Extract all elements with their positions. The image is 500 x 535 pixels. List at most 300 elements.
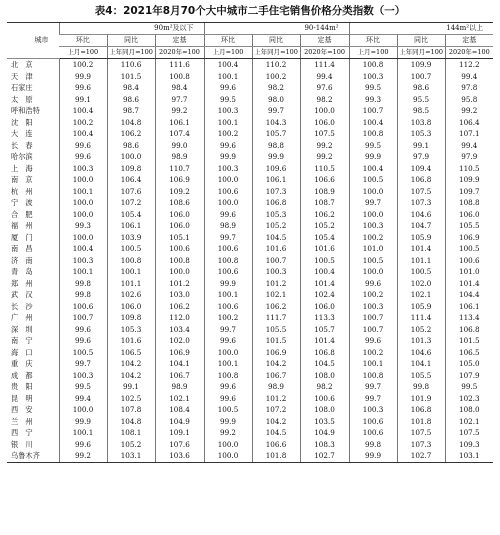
index-value-cell: 101.6 [300, 243, 349, 255]
table-row [7, 312, 493, 324]
index-value-cell: 99.4 [445, 140, 493, 152]
index-value-cell: 107.1 [445, 128, 493, 140]
index-value-cell: 100.3 [204, 105, 252, 117]
index-value-cell: 97.6 [300, 82, 349, 94]
index-value-cell: 100.0 [349, 186, 397, 198]
index-value-cell: 99.9 [59, 416, 107, 428]
index-value-cell: 99.6 [204, 209, 252, 221]
index-value-cell: 99.2 [59, 450, 107, 462]
metric-header-yoy: 同比 [252, 35, 300, 47]
metric-header-base: 定基 [445, 35, 493, 47]
table-row [7, 255, 493, 267]
index-value-cell: 99.1 [397, 140, 445, 152]
table-row [7, 232, 493, 244]
index-value-cell: 103.0 [155, 289, 204, 301]
index-value-cell: 108.7 [300, 197, 349, 209]
table-row [7, 439, 493, 451]
index-value-cell: 106.0 [445, 209, 493, 221]
city-name-cell: 南 宁 [11, 336, 33, 345]
index-value-cell: 100.6 [204, 266, 252, 278]
index-value-cell: 100.7 [252, 255, 300, 267]
index-value-cell: 106.6 [252, 439, 300, 451]
city-name-cell: 乌鲁木齐 [7, 450, 59, 462]
index-value-cell: 100.2 [349, 289, 397, 301]
index-value-cell: 102.0 [397, 278, 445, 290]
index-value-cell: 100.3 [349, 220, 397, 232]
index-value-cell: 95.8 [445, 94, 493, 106]
index-value-cell: 100.2 [59, 117, 107, 129]
index-value-cell: 106.8 [397, 404, 445, 416]
index-value-cell: 99.7 [204, 324, 252, 336]
index-value-cell: 100.1 [204, 71, 252, 83]
index-value-cell: 100.4 [349, 117, 397, 129]
index-value-cell: 100.7 [349, 324, 397, 336]
index-value-cell: 100.8 [349, 370, 397, 382]
index-value-cell: 108.0 [445, 404, 493, 416]
index-value-cell: 98.9 [155, 151, 204, 163]
index-value-cell: 108.9 [300, 186, 349, 198]
index-value-cell: 109.4 [397, 163, 445, 175]
index-value-cell: 99.9 [204, 278, 252, 290]
table-row [7, 128, 493, 140]
index-value-cell: 100.2 [349, 232, 397, 244]
index-value-cell: 101.0 [445, 266, 493, 278]
table-row [7, 243, 493, 255]
index-value-cell: 104.5 [252, 427, 300, 439]
index-value-cell: 100.1 [204, 358, 252, 370]
table-row [7, 289, 493, 301]
index-value-cell: 102.1 [397, 289, 445, 301]
index-value-cell: 108.8 [445, 197, 493, 209]
metric-header-yoy: 同比 [397, 35, 445, 47]
index-value-cell: 104.2 [107, 358, 155, 370]
index-value-cell: 101.8 [252, 450, 300, 462]
index-value-cell: 101.4 [300, 278, 349, 290]
index-value-cell: 109.1 [155, 427, 204, 439]
index-value-cell: 99.8 [397, 381, 445, 393]
index-value-cell: 100.8 [204, 370, 252, 382]
index-value-cell: 104.6 [397, 347, 445, 359]
index-value-cell: 98.6 [397, 82, 445, 94]
index-value-cell: 100.1 [59, 427, 107, 439]
city-name-cell: 海 口 [11, 347, 33, 357]
index-value-cell: 107.6 [155, 439, 204, 451]
index-value-cell: 99.6 [204, 381, 252, 393]
table-row [7, 266, 493, 278]
index-value-cell: 99.9 [59, 71, 107, 83]
index-value-cell: 99.0 [155, 140, 204, 152]
index-value-cell: 105.9 [397, 232, 445, 244]
index-value-cell: 101.6 [107, 335, 155, 347]
index-value-cell: 100.3 [59, 370, 107, 382]
index-value-cell: 102.1 [445, 416, 493, 428]
index-value-cell: 100.3 [252, 266, 300, 278]
city-name-cell: 武 汉 [11, 290, 33, 299]
index-value-cell: 100.2 [349, 347, 397, 359]
index-value-cell: 97.7 [155, 94, 204, 106]
index-value-cell: 100.3 [204, 163, 252, 175]
city-name-cell: 杭 州 [11, 186, 33, 196]
index-value-cell: 102.5 [107, 393, 155, 405]
index-value-cell: 106.4 [107, 174, 155, 186]
index-value-cell: 100.4 [59, 128, 107, 140]
city-name-cell: 宁 波 [11, 198, 33, 207]
index-value-cell: 101.5 [252, 335, 300, 347]
index-value-cell: 107.9 [445, 370, 493, 382]
index-value-cell: 110.5 [445, 163, 493, 175]
index-value-cell: 98.9 [204, 220, 252, 232]
index-value-cell: 108.1 [107, 427, 155, 439]
index-value-cell: 110.7 [155, 163, 204, 175]
index-value-cell: 99.4 [300, 71, 349, 83]
index-value-cell: 106.0 [155, 220, 204, 232]
index-value-cell: 100.5 [349, 255, 397, 267]
index-value-cell: 101.3 [397, 335, 445, 347]
table-row [7, 59, 493, 71]
index-value-cell: 99.7 [349, 381, 397, 393]
index-value-cell: 95.5 [397, 94, 445, 106]
index-value-cell: 98.2 [300, 94, 349, 106]
index-value-cell: 111.4 [300, 59, 349, 71]
index-value-cell: 101.1 [397, 255, 445, 267]
table-row [7, 450, 493, 462]
city-name-cell: 昆 明 [11, 393, 33, 403]
table-row [7, 140, 493, 152]
index-value-cell: 100.5 [204, 404, 252, 416]
index-value-cell: 103.8 [397, 117, 445, 129]
index-value-cell: 103.9 [107, 232, 155, 244]
index-value-cell: 105.5 [397, 370, 445, 382]
index-value-cell: 99.3 [349, 94, 397, 106]
city-name-cell: 哈尔滨 [11, 152, 33, 161]
metric-header-base: 定基 [155, 35, 204, 47]
index-value-cell: 99.5 [349, 140, 397, 152]
index-value-cell: 100.8 [204, 255, 252, 267]
index-value-cell: 100.5 [445, 243, 493, 255]
index-value-cell: 99.6 [349, 335, 397, 347]
table-body [7, 59, 493, 463]
index-value-cell: 105.3 [252, 209, 300, 221]
index-value-cell: 99.2 [445, 105, 493, 117]
table-row [7, 324, 493, 336]
city-name-cell: 成 都 [11, 370, 33, 380]
index-value-cell: 100.3 [349, 301, 397, 313]
index-value-cell: 101.9 [397, 393, 445, 405]
index-value-cell: 100.0 [204, 450, 252, 462]
index-value-cell: 109.3 [445, 439, 493, 451]
index-value-cell: 104.8 [107, 117, 155, 129]
index-value-cell: 100.1 [59, 266, 107, 278]
index-value-cell: 105.5 [445, 220, 493, 232]
index-value-cell: 99.7 [59, 358, 107, 370]
index-value-cell: 98.5 [397, 105, 445, 117]
index-value-cell: 100.7 [59, 312, 107, 324]
index-value-cell: 99.6 [59, 335, 107, 347]
index-value-cell: 105.2 [252, 220, 300, 232]
index-value-cell: 99.7 [252, 105, 300, 117]
index-value-cell: 105.9 [397, 301, 445, 313]
index-value-cell: 104.6 [397, 209, 445, 221]
index-value-cell: 97.9 [445, 151, 493, 163]
index-value-cell: 97.9 [397, 151, 445, 163]
index-value-cell: 109.9 [445, 174, 493, 186]
index-value-cell: 99.4 [59, 393, 107, 405]
index-value-cell: 104.8 [107, 416, 155, 428]
index-value-cell: 98.0 [252, 94, 300, 106]
index-value-cell: 101.4 [300, 335, 349, 347]
base-header-last-month: 上月=100 [59, 47, 107, 59]
index-value-cell: 100.1 [204, 289, 252, 301]
index-value-cell: 105.2 [107, 439, 155, 451]
city-name-cell: 西 宁 [11, 428, 33, 437]
group-header-large: 144m²以上 [349, 23, 493, 35]
base-header-last-month: 上月=100 [349, 47, 397, 59]
index-value-cell: 100.2 [204, 128, 252, 140]
index-value-cell: 108.3 [300, 439, 349, 451]
index-value-cell: 99.5 [349, 82, 397, 94]
metric-header-mom: 环比 [59, 35, 107, 47]
index-value-cell: 102.0 [155, 335, 204, 347]
index-value-cell: 98.2 [252, 82, 300, 94]
index-value-cell: 100.0 [300, 105, 349, 117]
index-value-cell: 105.2 [397, 324, 445, 336]
index-value-cell: 110.2 [252, 59, 300, 71]
index-value-cell: 110.5 [300, 163, 349, 175]
index-value-cell: 104.1 [155, 358, 204, 370]
table-row [7, 105, 493, 117]
index-value-cell: 100.5 [397, 266, 445, 278]
metric-header-mom: 环比 [204, 35, 252, 47]
table-row [7, 393, 493, 405]
index-value-cell: 105.3 [107, 324, 155, 336]
index-value-cell: 112.2 [445, 59, 493, 71]
index-value-cell: 100.4 [300, 266, 349, 278]
index-value-cell: 100.3 [349, 71, 397, 83]
index-value-cell: 98.4 [155, 82, 204, 94]
index-value-cell: 100.0 [59, 174, 107, 186]
table-row [7, 416, 493, 428]
city-name-cell: 合 肥 [11, 209, 33, 219]
index-value-cell: 104.5 [300, 358, 349, 370]
table-row [7, 278, 493, 290]
index-value-cell: 101.5 [107, 71, 155, 83]
index-value-cell: 100.4 [59, 243, 107, 255]
index-value-cell: 100.2 [204, 312, 252, 324]
index-value-cell: 100.1 [107, 266, 155, 278]
index-value-cell: 100.0 [204, 347, 252, 359]
index-value-cell: 106.1 [252, 174, 300, 186]
index-value-cell: 105.2 [300, 220, 349, 232]
city-name-cell: 北 京 [11, 60, 33, 69]
index-value-cell: 101.2 [252, 393, 300, 405]
table-row [7, 220, 493, 232]
index-value-cell: 99.2 [300, 140, 349, 152]
index-value-cell: 102.7 [300, 450, 349, 462]
index-value-cell: 100.4 [349, 163, 397, 175]
index-value-cell: 104.5 [252, 232, 300, 244]
table-row [7, 151, 493, 163]
index-value-cell: 106.7 [155, 370, 204, 382]
table-row [7, 335, 493, 347]
index-value-cell: 100.0 [59, 209, 107, 221]
index-value-cell: 107.2 [252, 404, 300, 416]
table-row [7, 174, 493, 186]
index-value-cell: 107.8 [107, 404, 155, 416]
index-value-cell: 99.8 [59, 278, 107, 290]
index-value-cell: 102.4 [300, 289, 349, 301]
index-value-cell: 105.4 [107, 209, 155, 221]
base-header-last-year: 上年同月=100 [107, 47, 155, 59]
base-header-last-month: 上月=100 [204, 47, 252, 59]
index-value-cell: 100.2 [252, 71, 300, 83]
index-value-cell: 107.5 [445, 427, 493, 439]
city-name-cell: 天 津 [11, 71, 33, 81]
index-value-cell: 99.6 [204, 140, 252, 152]
index-value-cell: 104.9 [300, 427, 349, 439]
index-value-cell: 105.4 [300, 232, 349, 244]
index-value-cell: 106.7 [252, 370, 300, 382]
city-name-cell: 太 原 [11, 94, 33, 104]
index-value-cell: 109.9 [397, 59, 445, 71]
index-value-cell: 112.0 [155, 312, 204, 324]
index-value-cell: 106.8 [397, 174, 445, 186]
index-value-cell: 100.1 [59, 186, 107, 198]
index-value-cell: 102.6 [107, 289, 155, 301]
index-value-cell: 113.3 [300, 312, 349, 324]
index-value-cell: 99.6 [59, 140, 107, 152]
city-name-cell: 郑 州 [11, 278, 33, 288]
index-value-cell: 100.5 [300, 255, 349, 267]
city-name-cell: 深 圳 [11, 324, 33, 334]
city-name-cell: 福 州 [11, 221, 33, 230]
index-value-cell: 100.6 [300, 393, 349, 405]
group-header-small: 90m²及以下 [59, 23, 204, 35]
index-value-cell: 100.5 [59, 347, 107, 359]
index-value-cell: 100.0 [59, 404, 107, 416]
index-value-cell: 109.8 [107, 163, 155, 175]
index-value-cell: 101.2 [155, 278, 204, 290]
city-name-cell: 石家庄 [11, 83, 33, 92]
index-value-cell: 99.7 [349, 197, 397, 209]
index-value-cell: 100.8 [155, 255, 204, 267]
index-value-cell: 100.7 [349, 312, 397, 324]
city-name-cell: 南 京 [11, 175, 33, 184]
index-value-cell: 99.2 [300, 151, 349, 163]
index-value-cell: 98.6 [107, 140, 155, 152]
index-value-cell: 100.2 [59, 59, 107, 71]
city-name-cell: 重 庆 [11, 359, 33, 368]
index-value-cell: 103.4 [155, 324, 204, 336]
index-value-cell: 106.0 [107, 301, 155, 313]
city-name-cell: 西 安 [11, 405, 33, 414]
index-value-cell: 108.4 [155, 404, 204, 416]
table-row [7, 301, 493, 313]
index-value-cell: 109.2 [155, 186, 204, 198]
index-value-cell: 100.6 [204, 243, 252, 255]
index-value-cell: 99.6 [349, 278, 397, 290]
index-value-cell: 100.0 [204, 174, 252, 186]
index-value-cell: 104.3 [252, 117, 300, 129]
index-value-cell: 100.6 [155, 243, 204, 255]
city-name-cell: 广 州 [11, 313, 33, 322]
index-value-cell: 105.3 [397, 128, 445, 140]
index-value-cell: 100.3 [59, 255, 107, 267]
index-value-cell: 107.2 [107, 197, 155, 209]
table-row [7, 186, 493, 198]
table-row [7, 347, 493, 359]
base-header-last-year: 上年同月=100 [252, 47, 300, 59]
index-value-cell: 100.0 [204, 197, 252, 209]
index-value-cell: 100.4 [204, 59, 252, 71]
index-value-cell: 113.4 [445, 312, 493, 324]
index-value-cell: 106.9 [252, 347, 300, 359]
index-value-cell: 104.2 [252, 416, 300, 428]
index-value-cell: 99.8 [349, 439, 397, 451]
index-value-cell: 107.5 [397, 427, 445, 439]
index-value-cell: 104.2 [107, 370, 155, 382]
index-value-cell: 99.7 [349, 393, 397, 405]
index-value-cell: 104.9 [155, 416, 204, 428]
index-value-cell: 106.4 [445, 117, 493, 129]
index-value-cell: 103.5 [300, 416, 349, 428]
index-value-cell: 98.2 [300, 381, 349, 393]
index-value-cell: 100.0 [155, 266, 204, 278]
table-row [7, 358, 493, 370]
index-value-cell: 99.9 [349, 151, 397, 163]
index-value-cell: 105.5 [252, 324, 300, 336]
city-column-header: 城市 [7, 23, 59, 59]
index-value-cell: 97.8 [445, 82, 493, 94]
index-value-cell: 100.0 [59, 232, 107, 244]
index-value-cell: 106.8 [300, 347, 349, 359]
index-value-cell: 107.6 [107, 186, 155, 198]
index-value-cell: 100.6 [204, 186, 252, 198]
index-value-cell: 106.2 [155, 301, 204, 313]
city-name-cell: 沈 阳 [11, 117, 33, 127]
index-value-cell: 106.8 [445, 324, 493, 336]
index-value-cell: 109.8 [107, 312, 155, 324]
base-header-2020: 2020年=100 [445, 47, 493, 59]
index-value-cell: 100.5 [107, 243, 155, 255]
index-value-cell: 104.7 [397, 220, 445, 232]
city-name-cell: 贵 阳 [11, 382, 33, 391]
city-name-cell: 济 南 [11, 255, 33, 265]
index-value-cell: 104.1 [397, 358, 445, 370]
index-value-cell: 107.4 [155, 128, 204, 140]
index-value-cell: 102.1 [155, 393, 204, 405]
index-value-cell: 100.3 [59, 163, 107, 175]
metric-header-base: 定基 [300, 35, 349, 47]
index-value-cell: 98.6 [107, 94, 155, 106]
index-value-cell: 106.0 [155, 209, 204, 221]
index-value-cell: 100.6 [204, 301, 252, 313]
index-value-cell: 100.6 [445, 255, 493, 267]
city-name-cell: 上 海 [11, 163, 33, 173]
index-value-cell: 100.5 [349, 174, 397, 186]
table-row [7, 370, 493, 382]
index-value-cell: 103.1 [445, 450, 493, 462]
index-value-cell: 98.9 [252, 381, 300, 393]
index-value-cell: 102.1 [252, 289, 300, 301]
index-value-cell: 100.6 [349, 416, 397, 428]
index-value-cell: 111.6 [155, 59, 204, 71]
index-value-cell: 111.4 [397, 312, 445, 324]
index-value-cell: 100.8 [349, 59, 397, 71]
index-value-cell: 99.6 [59, 324, 107, 336]
index-value-cell: 106.9 [155, 347, 204, 359]
metric-header-yoy: 同比 [107, 35, 155, 47]
index-value-cell: 106.5 [445, 347, 493, 359]
